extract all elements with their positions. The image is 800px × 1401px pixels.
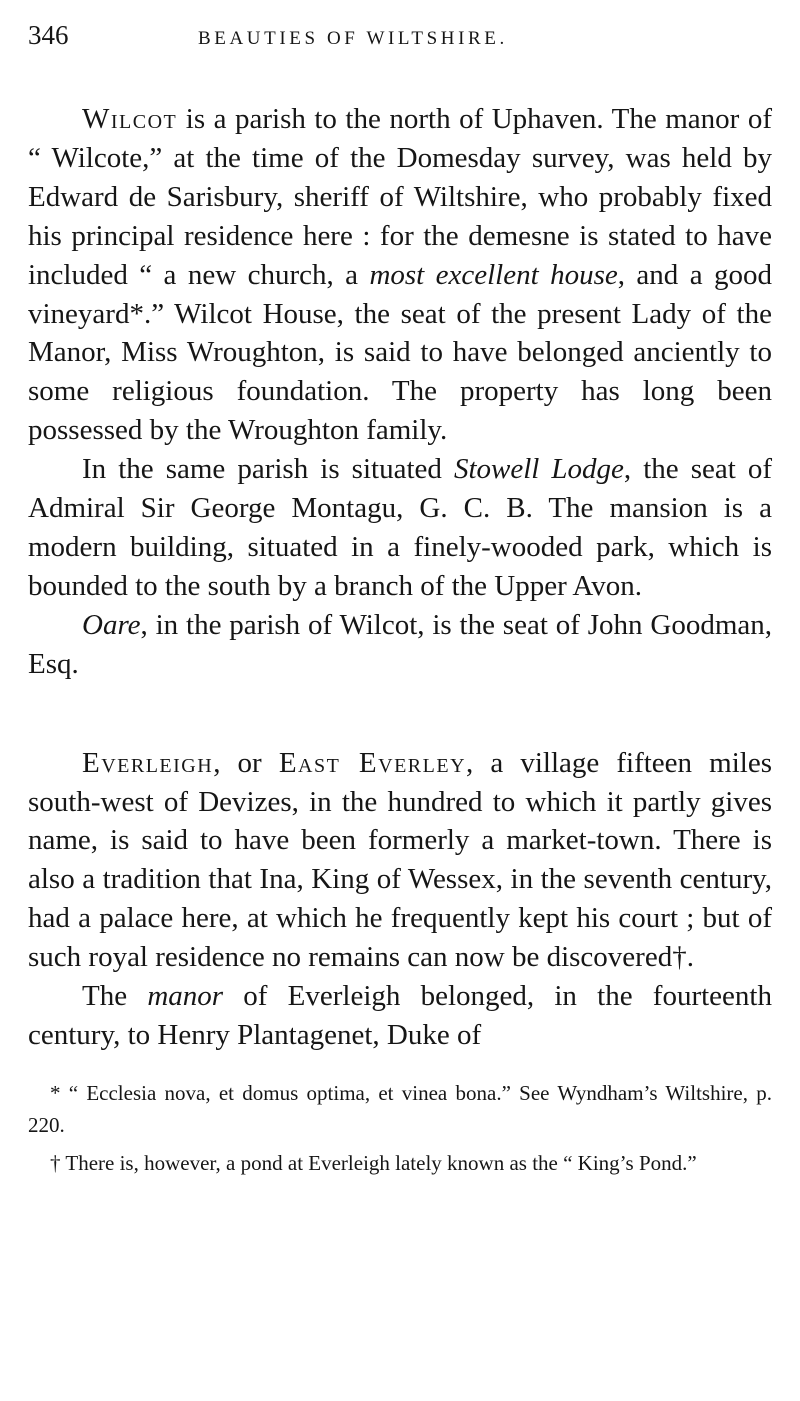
page-number: 346 [28,20,69,50]
everleigh-text-1: , or [213,746,279,779]
page-header [28,20,772,56]
wilcot-text-2: , and a good vineyard*.” Wilcot House, the seat of the present Lady of the Manor, Miss Wroughton, is said to have belonged anciently to some religious foundation. The property has long been possessed by the Wroughton family. [28,258,772,447]
everleigh-text-2: , a village fifteen miles south-west of Devizes, in the hundred to which it partly gives name, is said to have been formerly a market-town. There is also a tradition that Ina, King of Wessex, in the seventh century, had a palace here, at which he frequently kept his court ; but of such royal residence no remains can now be discovered†. [28,746,772,974]
book-page [28,20,772,1185]
wilcot-paragraph [28,100,772,450]
manor-text-1: The [82,980,148,1013]
running-title: BEAUTIES OF WILTSHIRE. [198,28,508,49]
everleigh-heading: Everleigh [82,746,214,779]
wilcot-text-1: is a parish to the north of Uphaven. The manor of “ Wilcote,” at the time of the Domesday survey, was held by Edward de Sarisbury, sheriff of Wiltshire, who probably fixed his principal residence here : for the demesne is stated to have included “ a new church, a [28,103,772,291]
stowell-text-1: In the same parish is situated [82,453,454,486]
footnote-2: † There is, however, a pond at Everleigh lately known as the “ King’s Pond.” [50,1150,697,1175]
everleigh-paragraph [28,744,772,977]
wilcot-italic-phrase: most excellent house [369,258,618,291]
stowell-lodge-name: Stowell Lodge [453,453,624,486]
footnote-1: * “ Ecclesia nova, et domus optima, et vinea bona.” See Wyndham’s Wiltshire, p. 220. [28,1080,772,1137]
manor-text-2: of Everleigh belonged, in the fourteenth century, to Henry Plantagenet, Duke of [28,980,772,1051]
oare-text: , in the parish of Wilcot, is the seat of John Goodman, Esq. [28,608,772,680]
oare-paragraph [28,606,772,684]
footnotes [28,1077,772,1179]
oare-name: Oare [82,608,141,641]
east-everley-heading: East Everley [278,746,467,779]
manor-word: manor [147,980,224,1013]
wilcot-heading: Wilcot [82,103,178,135]
section-gap [28,684,772,744]
manor-paragraph [28,977,772,1055]
stowell-paragraph [28,450,772,606]
stowell-text-2: , the seat of Admiral Sir George Montagu, G. C. B. The mansion is a modern building, situated in a finely-wooded park, which is bounded to the south by a branch of the Upper Avon. [28,453,773,602]
